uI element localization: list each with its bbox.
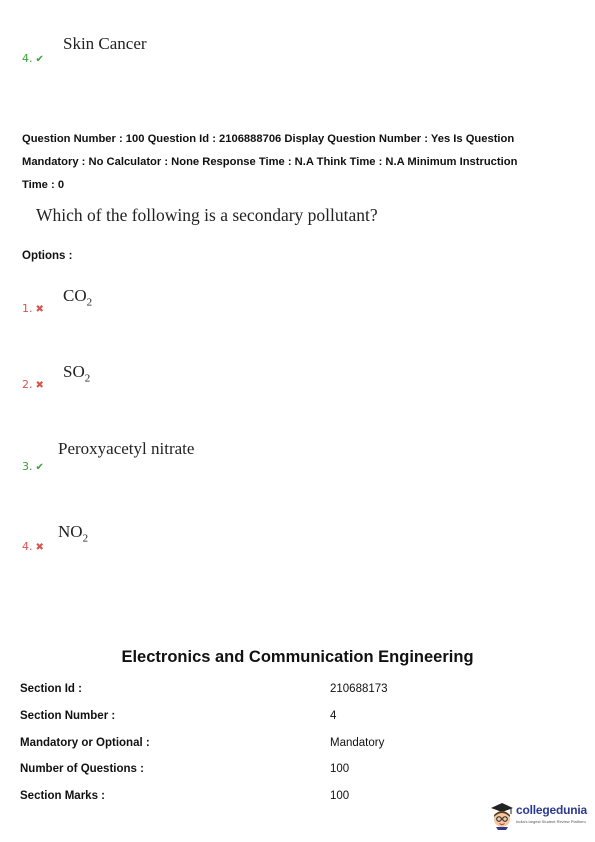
check-icon: ✔ bbox=[35, 54, 44, 65]
option-4-number bbox=[22, 540, 44, 553]
section-marks-label: Section Marks : bbox=[20, 790, 105, 802]
section-marks-value: 100 bbox=[330, 790, 350, 802]
option-2-sub: 2 bbox=[84, 372, 91, 385]
option-4-label: 4. bbox=[22, 540, 33, 553]
cross-icon: ✖ bbox=[35, 304, 44, 315]
prev-option-4-number bbox=[22, 52, 44, 65]
option-2-label: 2. bbox=[22, 378, 33, 391]
question-meta-line-2: Mandatory : No Calculator : None Response Time : N.A Think Time : N.A Minimum Instruction bbox=[22, 156, 518, 168]
prev-option-4-text: Skin Cancer bbox=[63, 34, 147, 53]
cross-icon: ✖ bbox=[35, 380, 44, 391]
option-2-main: SO bbox=[63, 362, 85, 381]
question-meta bbox=[22, 128, 582, 197]
section-number-label: Section Number : bbox=[20, 710, 116, 722]
options-label: Options : bbox=[22, 250, 73, 262]
num-questions-value: 100 bbox=[330, 763, 350, 775]
collegedunia-logo bbox=[490, 800, 590, 832]
option-3-number bbox=[22, 460, 44, 473]
section-title: Electronics and Communication Engineering bbox=[121, 648, 474, 666]
mascot-icon bbox=[490, 802, 514, 830]
check-icon: ✔ bbox=[35, 462, 44, 473]
option-4-text bbox=[58, 522, 88, 544]
section-id-label: Section Id : bbox=[20, 683, 82, 695]
cross-icon: ✖ bbox=[35, 542, 44, 553]
option-3-main: Peroxyacetyl nitrate bbox=[58, 439, 195, 458]
option-1-text bbox=[63, 286, 92, 308]
question-meta-line-1: Question Number : 100 Question Id : 2106888706 Display Question Number : Yes Is Question bbox=[22, 133, 515, 145]
section-number-value: 4 bbox=[330, 710, 337, 722]
logo-tagline: India's largest Student Review Platform bbox=[516, 819, 586, 824]
section-id-value: 210688173 bbox=[330, 683, 388, 695]
question-text: Which of the following is a secondary pollutant? bbox=[36, 205, 378, 225]
logo-wordmark: collegedunia bbox=[516, 803, 587, 817]
question-meta-line-3: Time : 0 bbox=[22, 179, 65, 191]
option-1-main: CO bbox=[63, 286, 87, 305]
option-3-label: 3. bbox=[22, 460, 33, 473]
mandatory-label: Mandatory or Optional : bbox=[20, 737, 150, 749]
num-questions-label: Number of Questions : bbox=[20, 763, 144, 775]
option-1-sub: 2 bbox=[86, 296, 93, 309]
option-4-sub: 2 bbox=[82, 532, 89, 545]
option-4-main: NO bbox=[58, 522, 83, 541]
prev-option-4-label: 4. bbox=[22, 52, 33, 65]
option-2-number bbox=[22, 378, 44, 391]
option-3-text bbox=[58, 439, 194, 459]
option-1-number bbox=[22, 302, 44, 315]
option-2-text bbox=[63, 362, 90, 384]
mandatory-value: Mandatory bbox=[330, 737, 385, 749]
option-1-label: 1. bbox=[22, 302, 33, 315]
